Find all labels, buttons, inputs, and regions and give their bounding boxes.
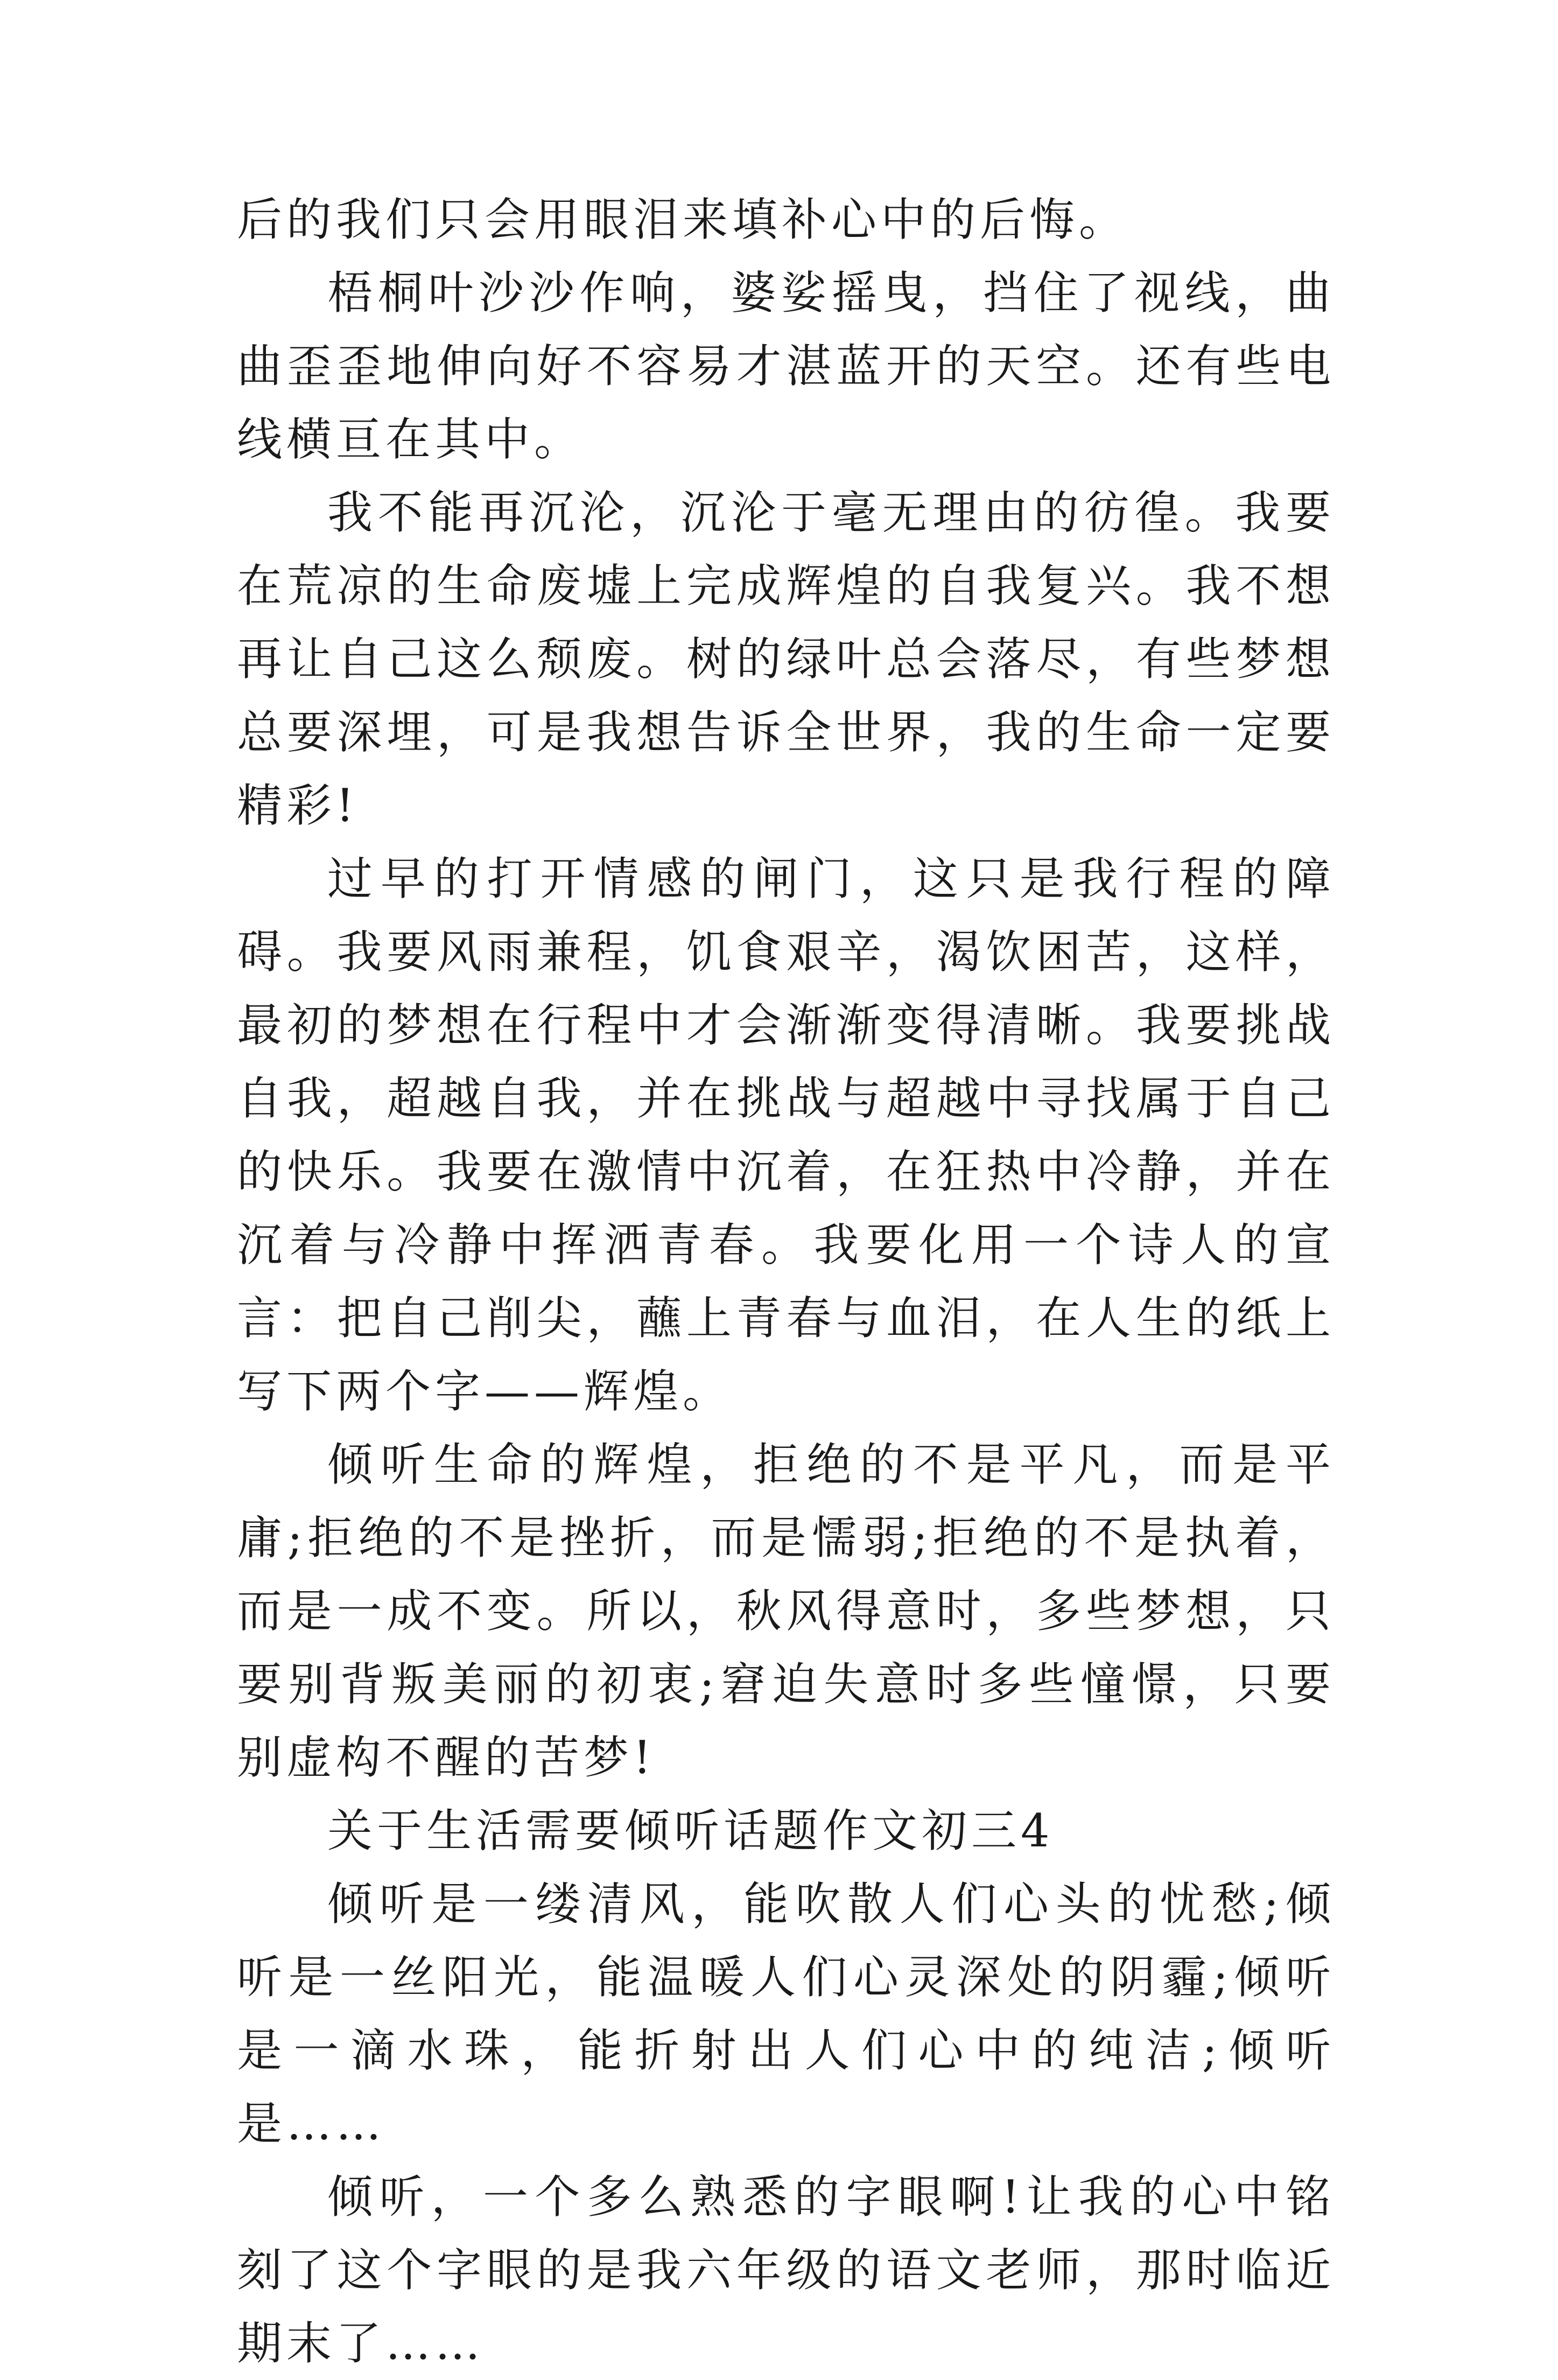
paragraph-teacher: 倾听，一个多么熟悉的字眼啊!让我的心中铭刻了这个字眼的是我六年级的语文老师，那时临近期末了…… (237, 2171, 1335, 2370)
paragraph-journey: 过早的打开情感的闸门，这只是我行程的障碍。我要风雨兼程，饥食艰辛，渴饮困苦，这样，最初的梦想在行程中才会渐渐变得清晰。我要挑战自我，超越自我，并在挑战与超越中寻找属于自己的快乐。我要在激情中沉着，在狂热中冷静，并在沉着与冷静中挥洒青春。我要化用一个诗人的宣言：把自己削尖，蘸上青春与血泪，在人生的纸上写下两个字——辉煌。 (237, 852, 1335, 1418)
document-body (237, 183, 1335, 2380)
section-title: 关于生活需要倾听话题作文初三4 (327, 1804, 1054, 1857)
paragraph-wutong: 梧桐叶沙沙作响，婆娑摇曳，挡住了视线，曲曲歪歪地伸向好不容易才湛蓝开的天空。还有些电线横亘在其中。 (237, 267, 1335, 466)
paragraph-listening-metaphor: 倾听是一缕清风，能吹散人们心头的忧愁;倾听是一丝阳光，能温暖人们心灵深处的阴霾;倾听是一滴水珠，能折射出人们心中的纯洁;倾听是…… (237, 1878, 1335, 2150)
paragraph-continuation: 后的我们只会用眼泪来填补心中的后悔。 (237, 193, 1129, 246)
paragraph-revival: 我不能再沉沦，沉沦于毫无理由的彷徨。我要在荒凉的生命废墟上完成辉煌的自我复兴。我不想再让自己这么颓废。树的绿叶总会落尽，有些梦想总要深埋，可是我想告诉全世界，我的生命一定要精彩! (237, 486, 1335, 832)
paragraph-listen-life: 倾听生命的辉煌，拒绝的不是平凡，而是平庸;拒绝的不是挫折，而是懦弱;拒绝的不是执着，而是一成不变。所以，秋风得意时，多些梦想，只要别背叛美丽的初衷;窘迫失意时多些憧憬，只要别虚构不醒的苦梦! (237, 1438, 1335, 1784)
